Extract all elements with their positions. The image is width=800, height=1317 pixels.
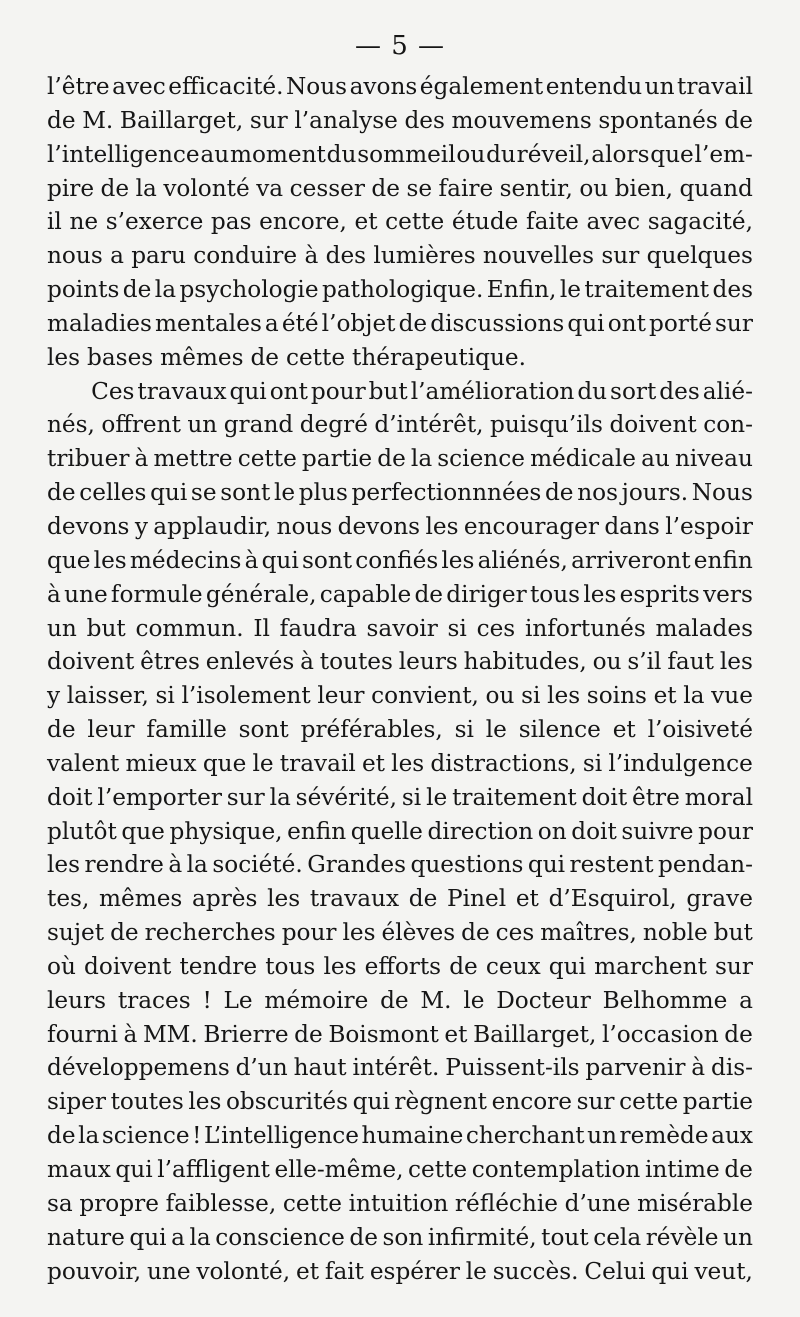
text-line: de la science ! L’intelligence humaine cherchant un remède aux — [47, 1122, 753, 1150]
text-line: développemens d’un haut intérêt. Puissent-ils parvenir à dis- — [47, 1054, 753, 1082]
text-line: l’intelligence au moment du sommeil ou du réveil, alors que l’em- — [47, 140, 753, 168]
text-line: valent mieux que le travail et les distractions, si l’indulgence — [47, 749, 753, 777]
text-line: nous a paru conduire à des lumières nouvelles sur quelques — [47, 242, 753, 270]
text-line: leurs traces ! Le mémoire de M. le Docteur Belhomme a — [47, 986, 753, 1014]
text-line: maladies mentales a été l’objet de discussions qui ont porté sur — [47, 309, 753, 337]
text-line: nature qui a la conscience de son infirmité, tout cela révèle un — [47, 1223, 753, 1251]
text-line: les bases mêmes de cette thérapeutique. — [47, 343, 526, 371]
text-line: plutôt que physique, enfin quelle direction on doit suivre pour — [47, 817, 753, 845]
text-line: doivent êtres enlevés à toutes leurs habitudes, ou s’il faut les — [47, 648, 753, 676]
text-line: tes, mêmes après les travaux de Pinel et d’Esquirol, grave — [47, 885, 753, 913]
text-line: pouvoir, une volonté, et fait espérer le succès. Celui qui veut, — [47, 1257, 753, 1285]
text-line: fourni à MM. Brierre de Boismont et Baillarget, l’occasion de — [47, 1020, 753, 1048]
text-line: nés, offrent un grand degré d’intérêt, puisqu’ils doivent con- — [47, 411, 753, 439]
text-line: de celles qui se sont le plus perfectionnnées de nos jours. Nous — [47, 479, 753, 507]
text-line: pire de la volonté va cesser de se faire sentir, ou bien, quand — [47, 174, 753, 202]
text-line: que les médecins à qui sont confiés les aliénés, arriveront enfin — [47, 546, 753, 574]
text-line: un but commun. Il faudra savoir si ces infortunés malades — [47, 614, 753, 642]
text-line: tribuer à mettre cette partie de la science médicale au niveau — [47, 445, 753, 473]
text-line: points de la psychologie pathologique. Enfin, le traitement des — [47, 276, 753, 304]
text-line: il ne s’exerce pas encore, et cette étude faite avec sagacité, — [47, 208, 753, 236]
text-line: doit l’emporter sur la sévérité, si le traitement doit être moral — [47, 783, 753, 811]
text-line: à une formule générale, capable de diriger tous les esprits vers — [47, 580, 753, 608]
text-line: Ces travaux qui ont pour but l’amélioration du sort des alié- — [91, 377, 753, 405]
text-line: sa propre faiblesse, cette intuition réfléchie d’une misérable — [47, 1189, 753, 1217]
text-line: sujet de recherches pour les élèves de ces maîtres, noble but — [47, 919, 753, 947]
text-line: siper toutes les obscurités qui règnent encore sur cette partie — [47, 1088, 753, 1116]
text-line: maux qui l’affligent elle-même, cette contemplation intime de — [47, 1156, 753, 1183]
page-number: — 5 — — [354, 31, 446, 61]
text-line: de M. Baillarget, sur l’analyse des mouvemens spontanés de — [47, 106, 753, 134]
text-line: l’être avec efficacité. Nous avons également entendu un travail — [47, 73, 753, 100]
text-line: les rendre à la société. Grandes questions qui restent pendan- — [47, 851, 753, 879]
text-line: où doivent tendre tous les efforts de ceux qui marchent sur — [47, 952, 753, 980]
text-line: y laisser, si l’isolement leur convient, ou si les soins et la vue — [47, 682, 753, 710]
body-text — [47, 70, 753, 1288]
text-line: devons y applaudir, nous devons les encourager dans l’espoir — [47, 512, 753, 540]
text-line: de leur famille sont préférables, si le silence et l’oisiveté — [47, 716, 753, 744]
